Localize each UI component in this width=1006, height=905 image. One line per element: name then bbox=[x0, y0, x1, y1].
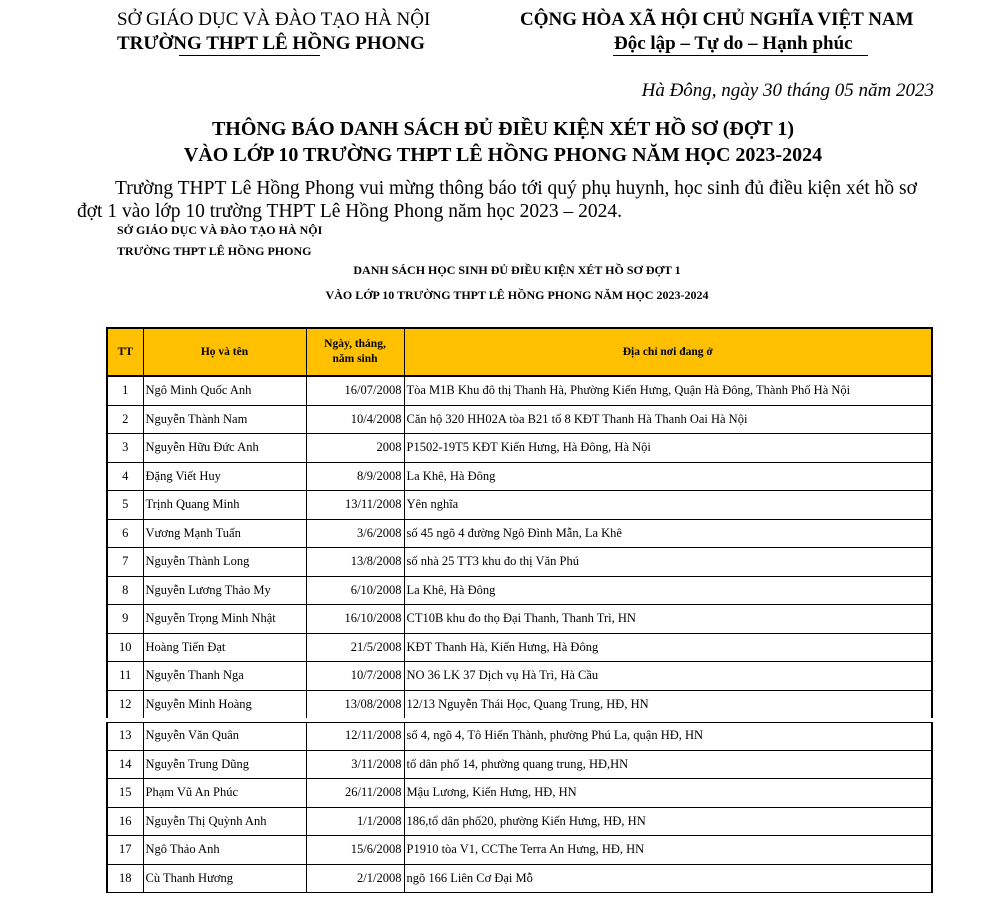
birth-date: 3/6/2008 bbox=[306, 519, 404, 548]
row-number: 9 bbox=[107, 605, 143, 634]
address: số 45 ngõ 4 đường Ngô Đình Mẫn, La Khê bbox=[404, 519, 932, 548]
table-row bbox=[107, 864, 932, 893]
student-name: Ngô Minh Quốc Anh bbox=[143, 376, 306, 405]
birth-date: 13/11/2008 bbox=[306, 491, 404, 520]
table-row bbox=[107, 519, 932, 548]
student-name: Cù Thanh Hương bbox=[143, 864, 306, 893]
student-name: Nguyễn Thành Long bbox=[143, 548, 306, 577]
birth-date: 15/6/2008 bbox=[306, 836, 404, 865]
column-header-dob-line2: năm sinh bbox=[332, 353, 378, 365]
address: số 4, ngõ 4, Tô Hiến Thành, phường Phú La, quận HĐ, HN bbox=[404, 720, 932, 750]
birth-date: 21/5/2008 bbox=[306, 633, 404, 662]
student-name: Phạm Vũ An Phúc bbox=[143, 779, 306, 808]
student-name: Ngô Thảo Anh bbox=[143, 836, 306, 865]
row-number: 11 bbox=[107, 662, 143, 691]
school-name-underline bbox=[179, 55, 320, 56]
student-name: Nguyễn Thành Nam bbox=[143, 405, 306, 434]
row-number: 18 bbox=[107, 864, 143, 893]
intro-paragraph-line2: đợt 1 vào lớp 10 trường THPT Lê Hồng Phong năm học 2023 – 2024. bbox=[77, 201, 623, 222]
address: số nhà 25 TT3 khu đo thị Văn Phú bbox=[404, 548, 932, 577]
table-row bbox=[107, 720, 932, 750]
address: NO 36 LK 37 Dịch vụ Hà Trì, Hà Cầu bbox=[404, 662, 932, 691]
table-row bbox=[107, 690, 932, 720]
address: 186,tổ dân phố20, phường Kiến Hưng, HĐ, HN bbox=[404, 807, 932, 836]
student-name: Nguyễn Hữu Đức Anh bbox=[143, 434, 306, 463]
birth-date: 2008 bbox=[306, 434, 404, 463]
motto-underline bbox=[613, 55, 868, 56]
birth-date: 16/10/2008 bbox=[306, 605, 404, 634]
national-motto: Độc lập – Tự do – Hạnh phúc bbox=[614, 33, 853, 54]
student-name: Nguyễn Thị Quỳnh Anh bbox=[143, 807, 306, 836]
student-name: Nguyễn Lương Thảo My bbox=[143, 576, 306, 605]
address: Căn hộ 320 HH02A tòa B21 tổ 8 KĐT Thanh Hà Thanh Oai Hà Nội bbox=[404, 405, 932, 434]
address: 12/13 Nguyễn Thái Học, Quang Trung, HĐ, HN bbox=[404, 690, 932, 720]
student-name: Nguyễn Minh Hoàng bbox=[143, 690, 306, 720]
table-row bbox=[107, 548, 932, 577]
row-number: 14 bbox=[107, 750, 143, 779]
student-name: Vương Mạnh Tuấn bbox=[143, 519, 306, 548]
document-title-line2: VÀO LỚP 10 TRƯỜNG THPT LÊ HỒNG PHONG NĂM HỌC 2023-2024 bbox=[183, 144, 823, 166]
table-row bbox=[107, 750, 932, 779]
student-name: Nguyễn Trọng Minh Nhật bbox=[143, 605, 306, 634]
row-number: 10 bbox=[107, 633, 143, 662]
table-row bbox=[107, 633, 932, 662]
row-number: 16 bbox=[107, 807, 143, 836]
intro-paragraph-line1: Trường THPT Lê Hồng Phong vui mừng thông báo tới quý phụ huynh, học sinh đủ điều kiện xét hồ sơ bbox=[115, 178, 917, 199]
birth-date: 12/11/2008 bbox=[306, 720, 404, 750]
row-number: 1 bbox=[107, 376, 143, 405]
table-row bbox=[107, 434, 932, 463]
column-header-tt: TT bbox=[107, 328, 143, 376]
row-number: 7 bbox=[107, 548, 143, 577]
list-school-name: TRƯỜNG THPT LÊ HỒNG PHONG bbox=[117, 244, 312, 258]
table-row bbox=[107, 662, 932, 691]
address: P1910 tòa V1, CCThe Terra An Hưng, HĐ, HN bbox=[404, 836, 932, 865]
table-row bbox=[107, 605, 932, 634]
birth-date: 3/11/2008 bbox=[306, 750, 404, 779]
birth-date: 10/4/2008 bbox=[306, 405, 404, 434]
list-department-name: SỞ GIÁO DỤC VÀ ĐÀO TẠO HÀ NỘI bbox=[117, 223, 323, 237]
table-row bbox=[107, 462, 932, 491]
national-title: CỘNG HÒA XÃ HỘI CHỦ NGHĨA VIỆT NAM bbox=[520, 9, 914, 30]
address: La Khê, Hà Đông bbox=[404, 576, 932, 605]
column-header-name: Họ và tên bbox=[143, 328, 306, 376]
table-row bbox=[107, 807, 932, 836]
school-name: TRƯỜNG THPT LÊ HỒNG PHONG bbox=[117, 33, 425, 54]
column-header-dob-line1: Ngày, tháng, bbox=[324, 338, 386, 350]
document-title-line1: THÔNG BÁO DANH SÁCH ĐỦ ĐIỀU KIỆN XÉT HỒ SƠ (ĐỢT 1) bbox=[211, 118, 795, 140]
birth-date: 13/8/2008 bbox=[306, 548, 404, 577]
table-row bbox=[107, 779, 932, 808]
table-row bbox=[107, 576, 932, 605]
list-title-line1: DANH SÁCH HỌC SINH ĐỦ ĐIỀU KIỆN XÉT HỒ SƠ ĐỢT 1 bbox=[353, 263, 681, 277]
row-number: 2 bbox=[107, 405, 143, 434]
birth-date: 26/11/2008 bbox=[306, 779, 404, 808]
birth-date: 6/10/2008 bbox=[306, 576, 404, 605]
student-name: Nguyễn Thanh Nga bbox=[143, 662, 306, 691]
address: tổ dân phố 14, phường quang trung, HĐ,HN bbox=[404, 750, 932, 779]
student-name: Nguyễn Văn Quân bbox=[143, 720, 306, 750]
row-number: 13 bbox=[107, 720, 143, 750]
address: Tòa M1B Khu đô thị Thanh Hà, Phường Kiến Hưng, Quận Hà Đông, Thành Phố Hà Nội bbox=[404, 376, 932, 405]
birth-date: 2/1/2008 bbox=[306, 864, 404, 893]
table-row bbox=[107, 491, 932, 520]
birth-date: 13/08/2008 bbox=[306, 690, 404, 720]
row-number: 15 bbox=[107, 779, 143, 808]
list-title-line2: VÀO LỚP 10 TRƯỜNG THPT LÊ HỒNG PHONG NĂM HỌC 2023-2024 bbox=[325, 288, 709, 302]
row-number: 4 bbox=[107, 462, 143, 491]
row-number: 5 bbox=[107, 491, 143, 520]
row-number: 17 bbox=[107, 836, 143, 865]
address: La Khê, Hà Đông bbox=[404, 462, 932, 491]
address: Yên nghĩa bbox=[404, 491, 932, 520]
document-date: Hà Đông, ngày 30 tháng 05 năm 2023 bbox=[641, 80, 934, 101]
table-header-row bbox=[107, 328, 932, 376]
address: ngõ 166 Liên Cơ Đại Mỗ bbox=[404, 864, 932, 893]
column-header-dob bbox=[306, 328, 404, 376]
birth-date: 16/07/2008 bbox=[306, 376, 404, 405]
student-name: Nguyễn Trung Dũng bbox=[143, 750, 306, 779]
address: P1502-19T5 KĐT Kiến Hưng, Hà Đông, Hà Nội bbox=[404, 434, 932, 463]
address: Mậu Lương, Kiến Hưng, HĐ, HN bbox=[404, 779, 932, 808]
row-number: 8 bbox=[107, 576, 143, 605]
birth-date: 8/9/2008 bbox=[306, 462, 404, 491]
student-list-table bbox=[106, 327, 933, 893]
table-row bbox=[107, 376, 932, 405]
table-row bbox=[107, 405, 932, 434]
table-row bbox=[107, 836, 932, 865]
student-name: Trịnh Quang Minh bbox=[143, 491, 306, 520]
student-name: Đặng Viết Huy bbox=[143, 462, 306, 491]
column-header-address: Địa chỉ nơi đang ở bbox=[404, 328, 932, 376]
address: CT10B khu đo thọ Đại Thanh, Thanh Trì, HN bbox=[404, 605, 932, 634]
address: KĐT Thanh Hà, Kiến Hưng, Hà Đông bbox=[404, 633, 932, 662]
department-name: SỞ GIÁO DỤC VÀ ĐÀO TẠO HÀ NỘI bbox=[117, 9, 431, 30]
row-number: 6 bbox=[107, 519, 143, 548]
row-number: 3 bbox=[107, 434, 143, 463]
row-number: 12 bbox=[107, 690, 143, 720]
birth-date: 10/7/2008 bbox=[306, 662, 404, 691]
student-name: Hoàng Tiến Đạt bbox=[143, 633, 306, 662]
birth-date: 1/1/2008 bbox=[306, 807, 404, 836]
